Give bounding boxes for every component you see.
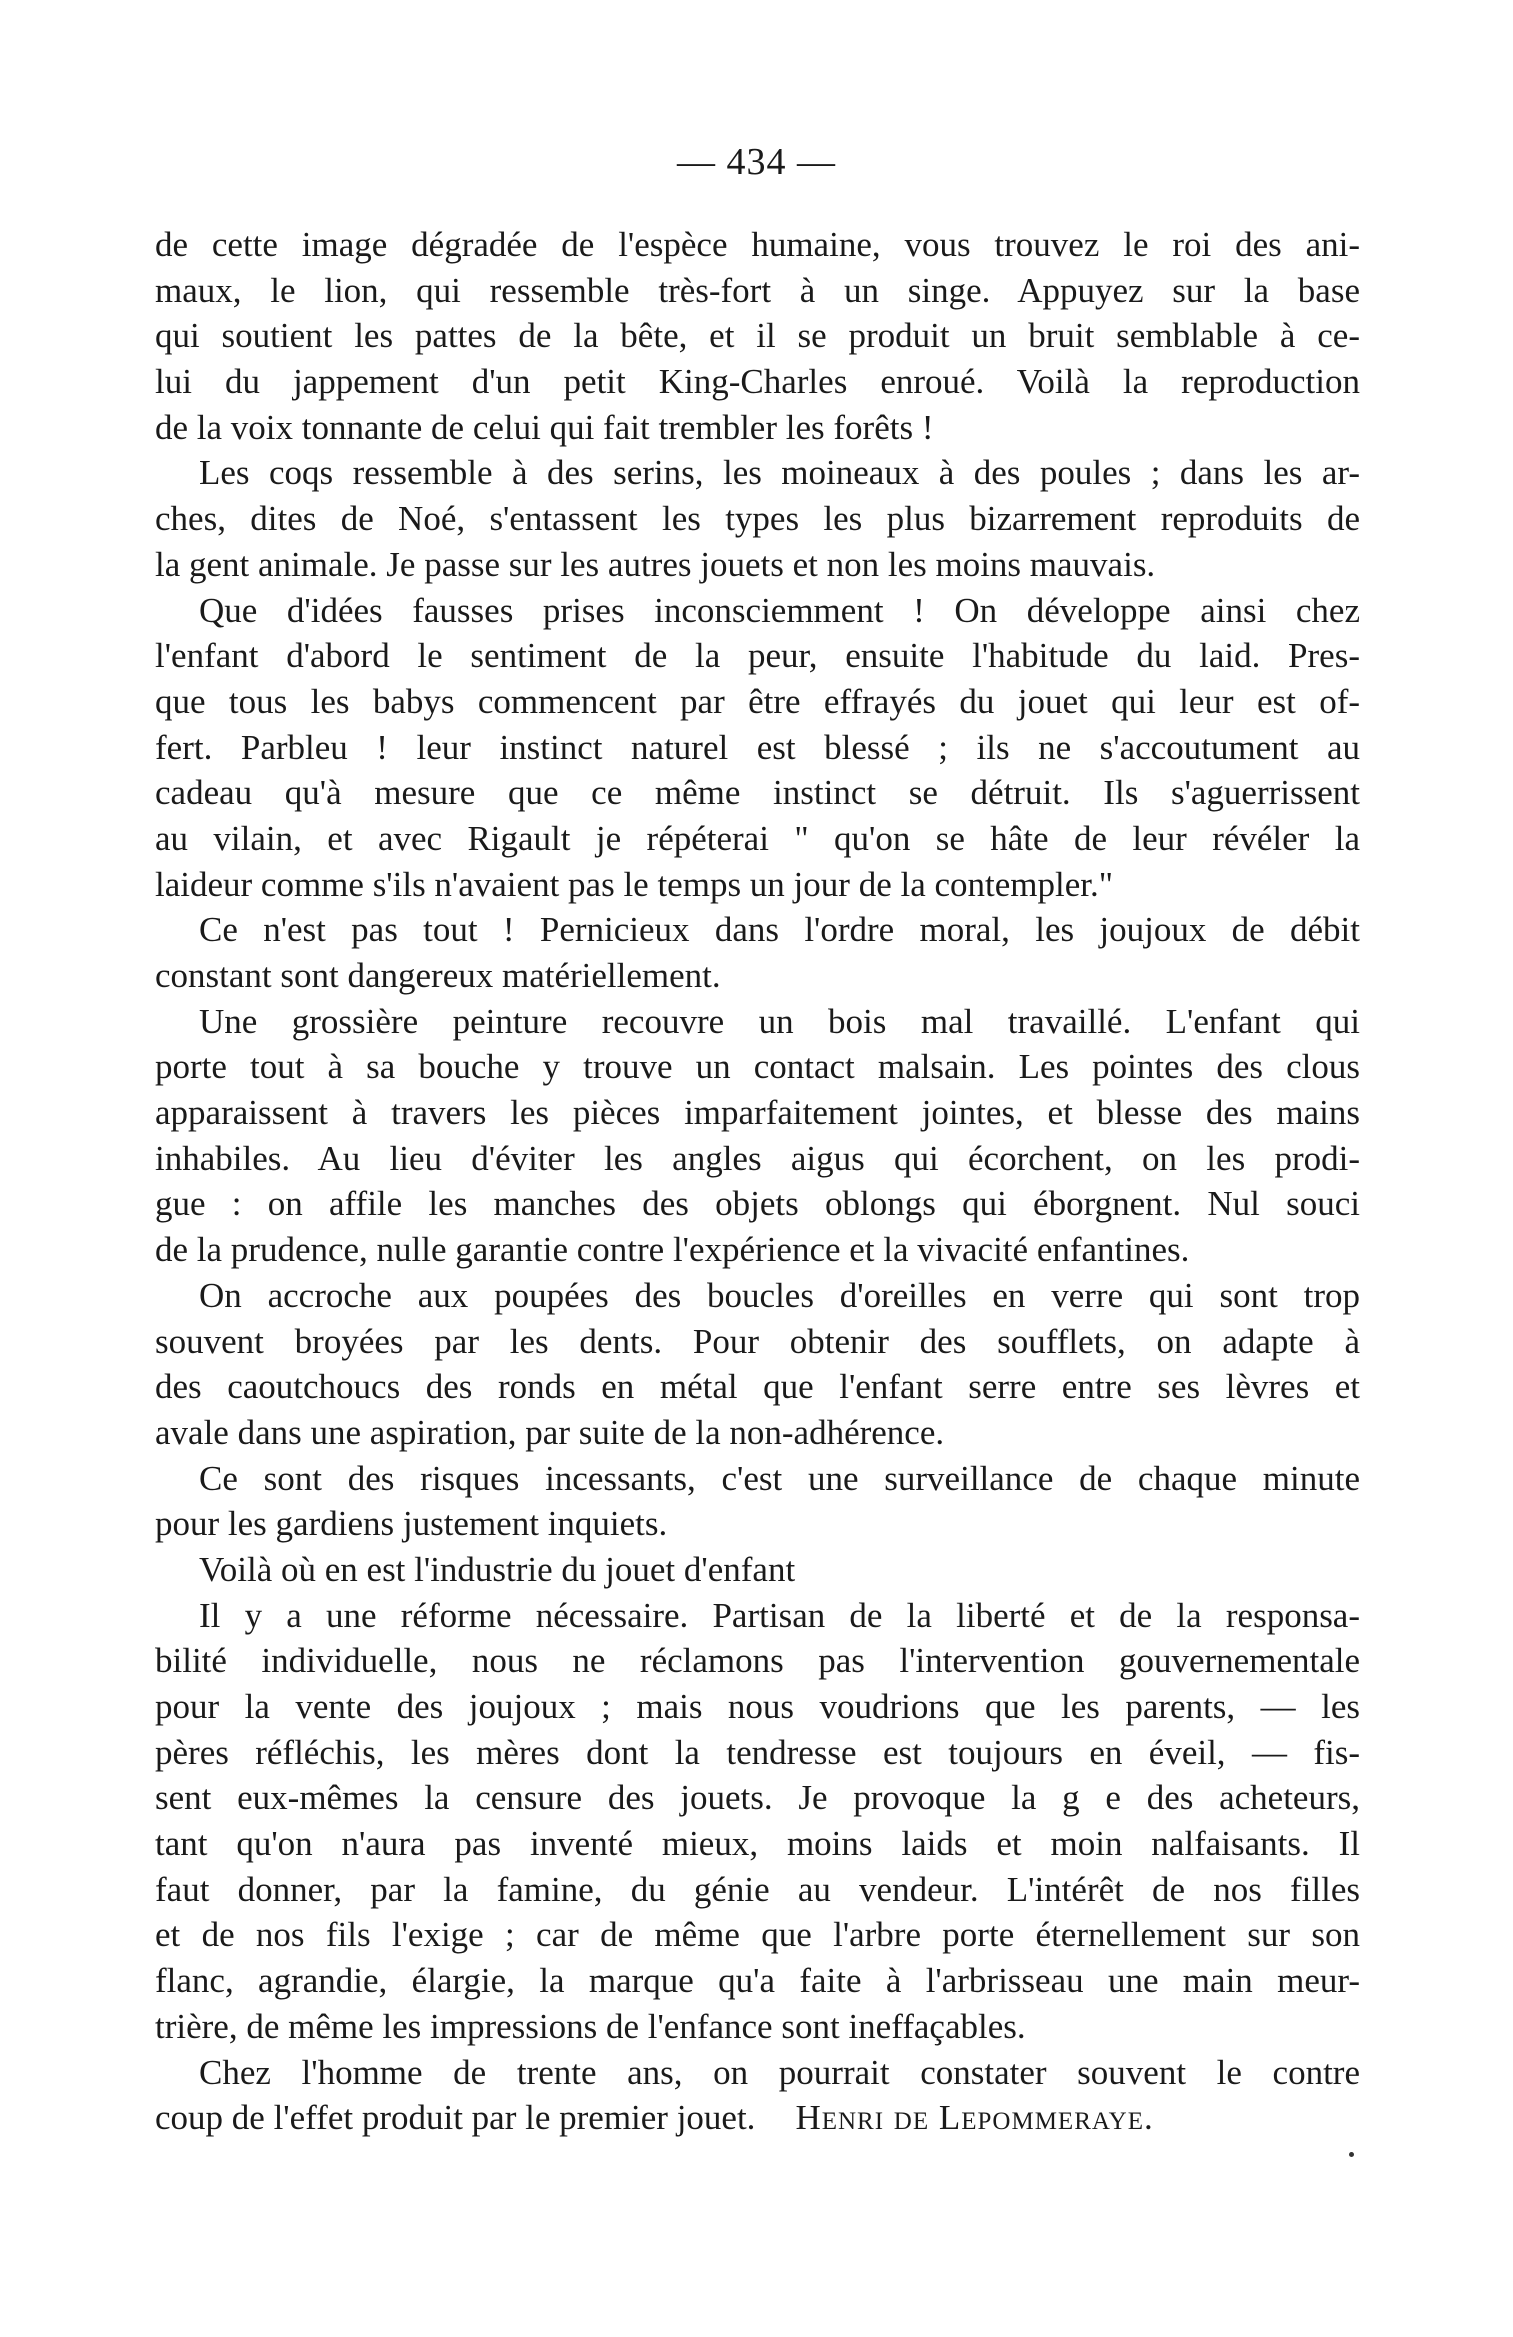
text-line [155, 1912, 1360, 1958]
text-line [155, 1273, 1360, 1319]
text-line [155, 588, 1360, 634]
text-line [155, 450, 1360, 496]
text-line [155, 725, 1360, 771]
line-text: souvent broyées par les dents. Pour obtenir des soufflets, on adapte à [155, 1321, 1360, 1361]
line-text: porte tout à sa bouche y trouve un contact malsain. Les pointes des clous [155, 1047, 1360, 1087]
text-line [155, 679, 1360, 725]
ink-speck [1349, 2152, 1354, 2157]
text-line [155, 1181, 1360, 1227]
text-line [155, 1410, 1360, 1456]
text-line [155, 1547, 1360, 1593]
text-line [155, 222, 1360, 268]
line-text: Une grossière peinture recouvre un bois mal travaillé. L'enfant qui [199, 1001, 1360, 1041]
line-text: Chez l'homme de trente ans, on pourrait constater souvent le contre [199, 2052, 1360, 2092]
line-text: pour les gardiens justement inquiets. [155, 1504, 668, 1544]
text-line [155, 542, 1360, 588]
text-line [155, 2095, 1360, 2141]
line-text: inhabiles. Au lieu d'éviter les angles aigus qui écorchent, on les prodi- [155, 1138, 1360, 1178]
line-text: laideur comme s'ils n'avaient pas le temps un jour de la contempler." [155, 864, 1114, 904]
page-number: — 434 — [677, 141, 836, 183]
line-text: au vilain, et avec Rigault je répéterai " qu'on se hâte de leur révéler la [155, 818, 1360, 858]
line-text: faut donner, par la famine, du génie au vendeur. L'intérêt de nos filles [155, 1869, 1360, 1909]
line-text: cadeau qu'à mesure que ce même instinct se détruit. Ils s'aguerrissent [155, 773, 1360, 813]
author-signature: Henri de Lepommeraye. [795, 2098, 1154, 2138]
line-text: de la prudence, nulle garantie contre l'expérience et la vivacité enfantines. [155, 1230, 1190, 1270]
text-line [155, 1593, 1360, 1639]
text-line [155, 496, 1360, 542]
text-line [155, 816, 1360, 862]
line-text: de cette image dégradée de l'espèce humaine, vous trouvez le roi des ani- [155, 225, 1360, 264]
text-line [155, 907, 1360, 953]
line-text: fert. Parbleu ! leur instinct naturel est blessé ; ils ne s'accoutument au [155, 727, 1360, 767]
text-line [155, 268, 1360, 314]
line-text: pères réfléchis, les mères dont la tendresse est toujours en éveil, — fis- [155, 1732, 1360, 1772]
line-text: qui soutient les pattes de la bête, et il se produit un bruit semblable à ce- [155, 316, 1360, 356]
text-line [155, 1044, 1360, 1090]
line-text: maux, le lion, qui ressemble très-fort à un singe. Appuyez sur la base [155, 270, 1360, 310]
line-text: ches, dites de Noé, s'entassent les types les plus bizarrement reproduits de [155, 499, 1360, 539]
line-text: trière, de même les impressions de l'enfance sont ineffaçables. [155, 2006, 1026, 2046]
text-line [155, 2004, 1360, 2050]
line-text: Ce n'est pas tout ! Pernicieux dans l'ordre moral, les joujoux de débit [199, 910, 1360, 950]
text-line [155, 1319, 1360, 1365]
text-line [155, 1958, 1360, 2004]
line-text: On accroche aux poupées des boucles d'oreilles en verre qui sont trop [199, 1275, 1360, 1315]
line-text: coup de l'effet produit par le premier jouet. [155, 2098, 756, 2138]
text-line [155, 1136, 1360, 1182]
line-text: gue : on affile les manches des objets oblongs qui éborgnent. Nul souci [155, 1184, 1360, 1224]
text-line [155, 1090, 1360, 1136]
line-text: et de nos fils l'exige ; car de même que l'arbre porte éternellement sur son [155, 1915, 1360, 1955]
text-line [155, 1638, 1360, 1684]
line-text: sent eux-mêmes la censure des jouets. Je provoque la g e des acheteurs, [155, 1778, 1360, 1818]
line-text: flanc, agrandie, élargie, la marque qu'a faite à l'arbrisseau une main meur- [155, 1961, 1360, 2001]
text-line [155, 1730, 1360, 1776]
text-line [155, 2050, 1360, 2096]
text-line [155, 862, 1360, 908]
body-text [155, 222, 1360, 2141]
line-text: l'enfant d'abord le sentiment de la peur, ensuite l'habitude du laid. Pres- [155, 636, 1360, 676]
line-text: la gent animale. Je passe sur les autres jouets et non les moins mauvais. [155, 544, 1156, 584]
text-line [155, 1821, 1360, 1867]
line-text: de la voix tonnante de celui qui fait trembler les forêts ! [155, 407, 934, 447]
text-line [155, 1684, 1360, 1730]
line-text: Ce sont des risques incessants, c'est une surveillance de chaque minute [199, 1458, 1360, 1498]
line-text: bilité individuelle, nous ne réclamons pas l'intervention gouvernementale [155, 1641, 1360, 1681]
line-text: Il y a une réforme nécessaire. Partisan de la liberté et de la responsa- [199, 1595, 1360, 1635]
line-text: constant sont dangereux matériellement. [155, 956, 721, 995]
line-text: Voilà où en est l'industrie du jouet d'enfant [199, 1549, 796, 1589]
text-line [155, 770, 1360, 816]
text-line [155, 313, 1360, 359]
line-text: avale dans une aspiration, par suite de la non-adhérence. [155, 1412, 945, 1452]
text-line [155, 1501, 1360, 1547]
line-text: que tous les babys commencent par être effrayés du jouet qui leur est of- [155, 681, 1360, 721]
line-text: pour la vente des joujoux ; mais nous voudrions que les parents, — les [155, 1687, 1360, 1726]
line-text: apparaissent à travers les pièces imparfaitement jointes, et blesse des mains [155, 1093, 1360, 1133]
text-line [155, 359, 1360, 405]
text-line [155, 1775, 1360, 1821]
text-line [155, 1456, 1360, 1502]
text-line [155, 953, 1360, 999]
text-line [155, 633, 1360, 679]
line-text: des caoutchoucs des ronds en métal que l'enfant serre entre ses lèvres et [155, 1367, 1360, 1407]
text-line [155, 405, 1360, 451]
text-line [155, 1867, 1360, 1913]
text-line [155, 1364, 1360, 1410]
line-text: Que d'idées fausses prises inconsciemment ! On développe ainsi chez [199, 590, 1360, 630]
line-text: tant qu'on n'aura pas inventé mieux, moins laids et moin nalfaisants. Il [155, 1824, 1360, 1864]
text-line [155, 999, 1360, 1045]
text-line [155, 1227, 1360, 1273]
line-text: Les coqs ressemble à des serins, les moineaux à des poules ; dans les ar- [199, 453, 1360, 493]
line-text: lui du jappement d'un petit King-Charles enroué. Voilà la reproduction [155, 362, 1360, 402]
